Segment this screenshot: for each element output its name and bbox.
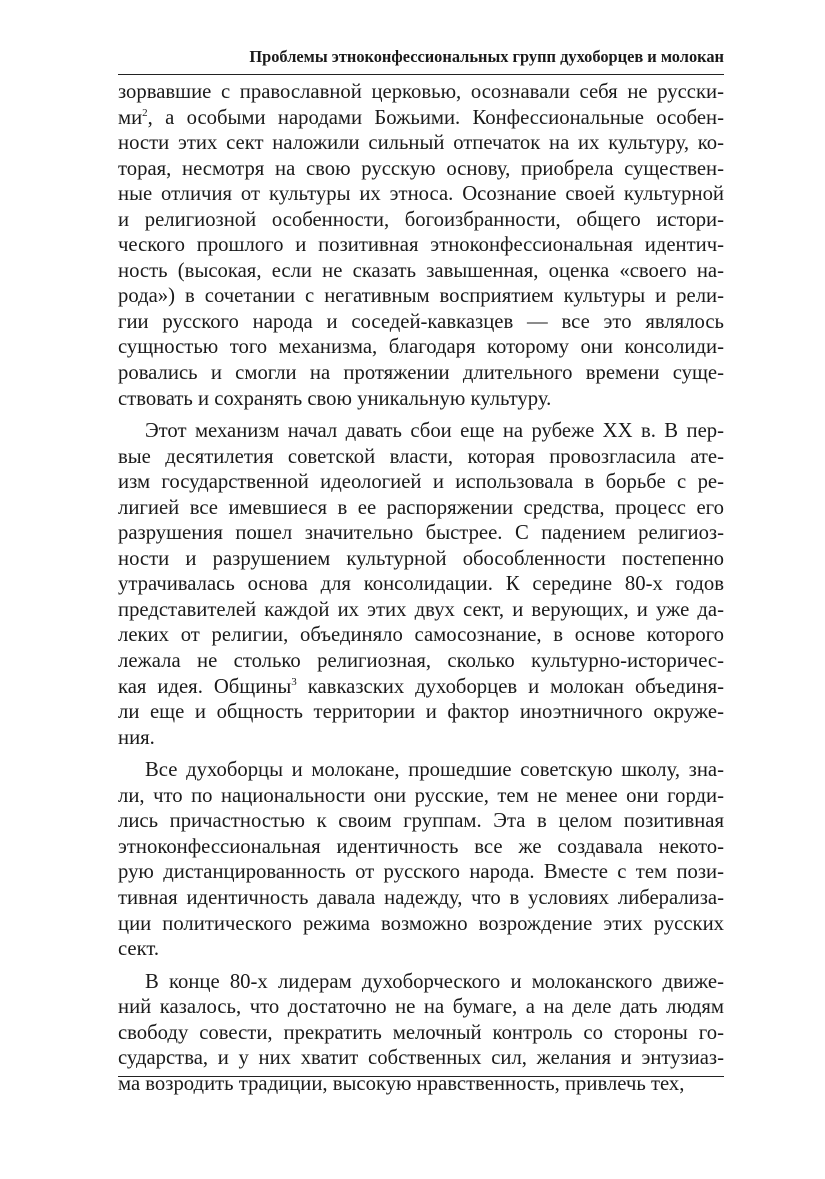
text-line (118, 1021, 724, 1047)
text-segment: ли, что по национальности они русские, тем не менее они горди- (118, 784, 724, 807)
text-line (118, 131, 724, 157)
body-text (118, 80, 724, 1097)
text-line (118, 937, 724, 963)
text-line (118, 259, 724, 285)
text-segment: кая идея. Общины (118, 675, 292, 698)
text-segment: Этот механизм начал давать сбои еще на рубеже XX в. В пер- (145, 420, 724, 443)
text-segment: ствовать и сохранять свою уникальную культуру. (118, 387, 552, 410)
text-line (118, 310, 724, 336)
text-segment: представителей каждой их этих двух сект, и верующих, и уже да- (118, 598, 724, 621)
text-segment: сущностью того механизма, благодаря которому они консолиди- (118, 336, 724, 359)
text-segment: лежала не столько религиозная, сколько культурно-историчес- (118, 650, 724, 673)
text-line (118, 208, 724, 234)
text-line (118, 496, 724, 522)
text-line (118, 970, 724, 996)
text-line (118, 700, 724, 726)
text-segment: леких от религии, объединяло самосознание, в основе которого (118, 624, 724, 647)
text-line (118, 995, 724, 1021)
header-rule (118, 74, 724, 75)
text-line (118, 860, 724, 886)
text-line (118, 233, 724, 259)
text-line (118, 335, 724, 361)
text-line (118, 106, 724, 132)
text-line (118, 649, 724, 675)
text-line (118, 284, 724, 310)
text-line (118, 1046, 724, 1072)
text-segment: этноконфессиональная идентичность все же создавала некото- (118, 835, 724, 858)
text-line (118, 809, 724, 835)
text-line (118, 726, 724, 752)
text-segment: ность (высокая, если не сказать завышенная, оценка «своего на- (118, 259, 724, 282)
text-segment: ния. (118, 726, 155, 749)
text-line (118, 572, 724, 598)
text-segment: ции политического режима возможно возрождение этих русских (118, 912, 724, 935)
text-line (118, 470, 724, 496)
paragraph (118, 80, 724, 412)
text-segment: ные отличия от культуры их этноса. Осознание своей культурной (118, 183, 724, 206)
text-segment: , а особыми народами Божьими. Конфессиональные особен- (147, 106, 724, 129)
text-line (118, 182, 724, 208)
text-segment: изм государственной идеологией и использовала в борьбе с ре- (118, 471, 724, 494)
text-line (118, 80, 724, 106)
text-line (118, 547, 724, 573)
text-segment: и религиозной особенности, богоизбранности, общего истори- (118, 208, 724, 231)
text-line (118, 912, 724, 938)
footnote-ref: 3 (291, 675, 297, 688)
text-segment: вые десятилетия советской власти, которая провозгласила ате- (118, 445, 724, 468)
paragraph (118, 758, 724, 962)
text-segment: рую дистанцированность от русского народа. Вместе с тем пози- (118, 861, 724, 884)
text-line (118, 521, 724, 547)
text-segment: ний казалось, что достаточно не на бумаге, а на деле дать людям (118, 996, 724, 1019)
text-line (118, 598, 724, 624)
text-segment: ности и разрушением культурной обособленности постепенно (118, 547, 724, 570)
text-segment: сект. (118, 938, 160, 961)
text-line (118, 675, 724, 701)
text-line (118, 387, 724, 413)
text-segment: сударства, и у них хватит собственных сил, желания и энтузиаз- (118, 1047, 724, 1070)
text-segment: свободу совести, прекратить мелочный контроль со стороны го- (118, 1021, 724, 1044)
text-line (118, 835, 724, 861)
paragraph (118, 419, 724, 751)
text-segment: разрушения пошел значительно быстрее. С падением религиоз- (118, 522, 724, 545)
text-segment: кавказских духоборцев и молокан объединя- (296, 675, 724, 698)
paragraph (118, 970, 724, 1098)
text-segment: лигией все имевшиеся в ее распоряжении средства, процесс его (118, 496, 724, 519)
text-segment: гии русского народа и соседей-кавказцев — все это являлось (118, 310, 724, 333)
text-segment: ми (118, 106, 143, 129)
text-segment: лись причастностью к своим группам. Эта в целом позитивная (118, 810, 724, 833)
text-segment: ровались и смогли на протяжении длительного времени суще- (118, 362, 724, 385)
footer-rule (118, 1076, 724, 1077)
text-segment: торая, несмотря на свою русскую основу, приобрела существен- (118, 157, 724, 180)
running-head: Проблемы этноконфессиональных групп духоборцев и молокан (249, 47, 724, 66)
text-line (118, 361, 724, 387)
text-segment: тивная идентичность давала надежду, что в условиях либерализа- (118, 886, 724, 909)
footnote-ref: 2 (142, 106, 148, 119)
text-line (118, 784, 724, 810)
text-line (118, 886, 724, 912)
text-segment: В конце 80-х лидерам духоборческого и молоканского движе- (145, 970, 724, 993)
text-segment: утрачивалась основа для консолидации. К середине 80-х годов (118, 573, 724, 596)
text-line (118, 419, 724, 445)
text-line (118, 623, 724, 649)
text-segment: Все духоборцы и молокане, прошедшие советскую школу, зна- (145, 759, 724, 782)
text-line (118, 758, 724, 784)
text-line (118, 445, 724, 471)
text-segment: ли еще и общность территории и фактор иноэтничного окруже- (118, 701, 724, 724)
text-segment: ческого прошлого и позитивная этноконфессиональная идентич- (118, 234, 724, 257)
text-segment: зорвавшие с православной церковью, осознавали себя не русски- (118, 81, 724, 103)
text-segment: рода») в сочетании с негативным восприятием культуры и рели- (118, 285, 724, 308)
text-segment: ности этих сект наложили сильный отпечаток на их культуру, ко- (118, 132, 724, 155)
text-segment: ма возродить традиции, высокую нравственность, привлечь тех, (118, 1072, 685, 1095)
text-line (118, 157, 724, 183)
